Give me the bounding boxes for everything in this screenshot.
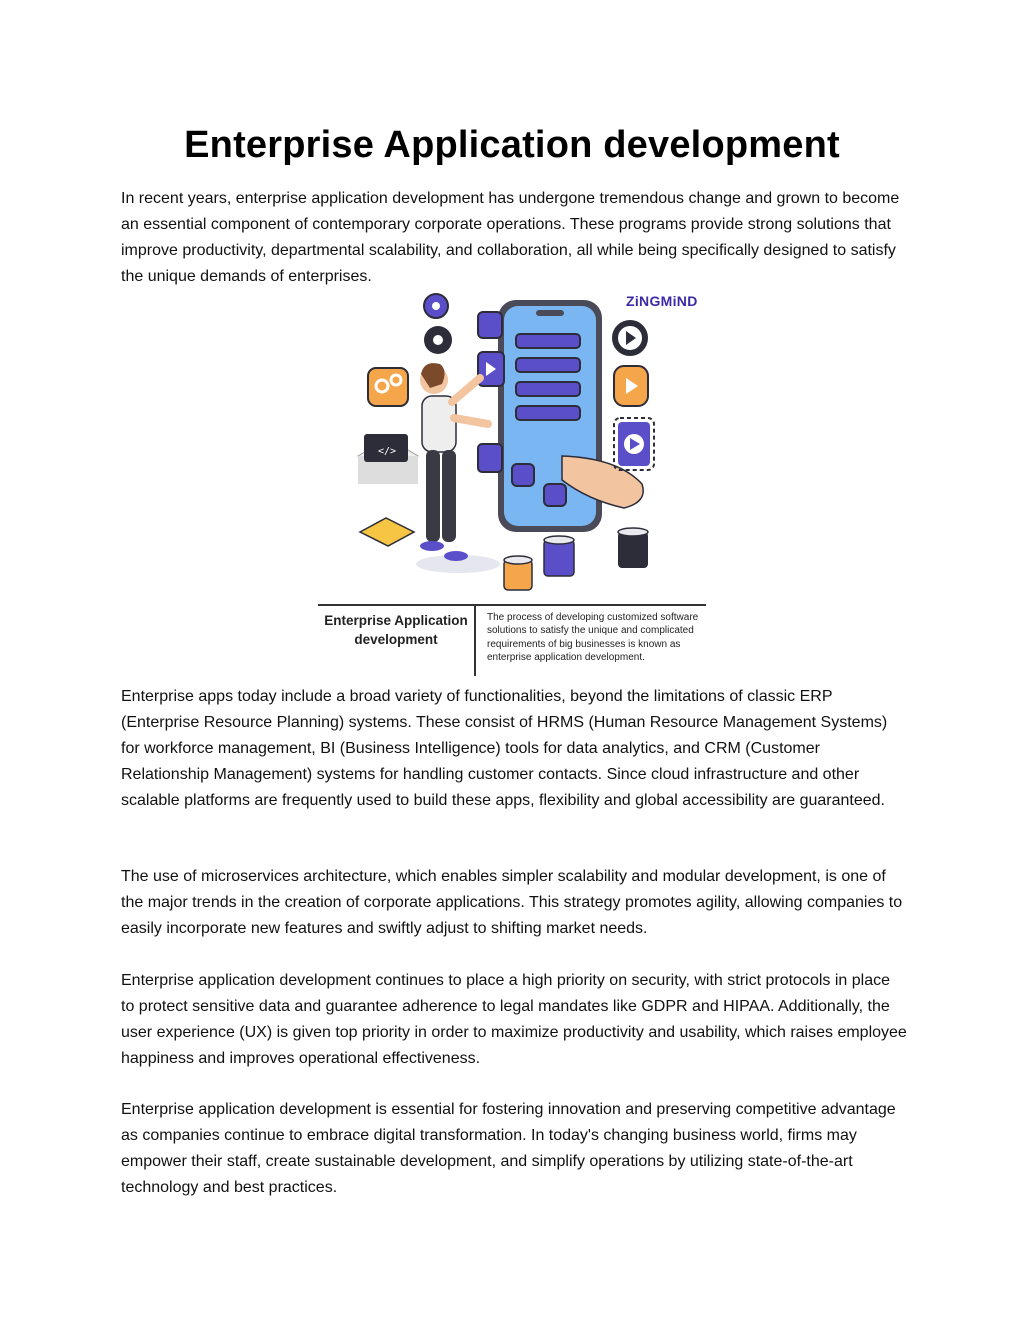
caption-definition: The process of developing customized software solutions to satisfy the unique and complicated requirements of big businesses is known as enterprise application development. — [487, 612, 699, 663]
brand-logo: ZiNGMiND — [626, 293, 698, 309]
svg-text:</>: </> — [378, 446, 397, 457]
intro-paragraph: In recent years, enterprise application development has undergone tremendous change and grown to become an essential component of contemporary corporate operations. These programs provide strong solutions that improve productivity, departmental scalability, and collaboration, all while being specifically designed to satisfy the unique demands of enterprises. — [121, 190, 900, 285]
functionalities-paragraph: Enterprise apps today include a broad variety of functionalities, beyond the limitations of classic ERP (Enterprise Resource Planning) systems. These consist of HRMS (Human Resource Management Systems) for workforce management, BI (Business Intelligence) tools for data analytics, and CRM (Customer Relationship Management) systems for handling customer contacts. Since cloud infrastructure and other scalable platforms are frequently used to build these apps, flexibility and global accessibility are guaranteed. — [121, 688, 888, 809]
caption-term: Enterprise Application development — [324, 613, 468, 647]
caption-divider — [474, 604, 476, 676]
conclusion-paragraph: Enterprise application development is essential for fostering innovation and preserving competitive advantage as companies continue to embrace digital transformation. In today's changing business world, firms may empower their staff, create sustainable development, and simplify operations by utilizing state-of-the-art technology and best practices. — [121, 1101, 896, 1196]
microservices-paragraph: The use of microservices architecture, which enables simpler scalability and modular development, is one of the major trends in the creation of corporate applications. This strategy promotes agility, allowing companies to easily incorporate new features and swiftly adjust to shifting market needs. — [121, 868, 903, 937]
security-paragraph: Enterprise application development continues to place a high priority on security, with strict protocols in place to protect sensitive data and guarantee adherence to legal mandates like GDPR and HIPAA. Additionally, the user experience (UX) is given top priority in order to maximize productivity and usability, which raises employee happiness and improves operational effectiveness. — [121, 972, 907, 1067]
illustration-figure — [318, 288, 708, 680]
enterprise-app-illustration — [318, 288, 708, 600]
page-title: Enterprise Application development — [184, 124, 840, 166]
caption-top-rule — [318, 604, 706, 606]
